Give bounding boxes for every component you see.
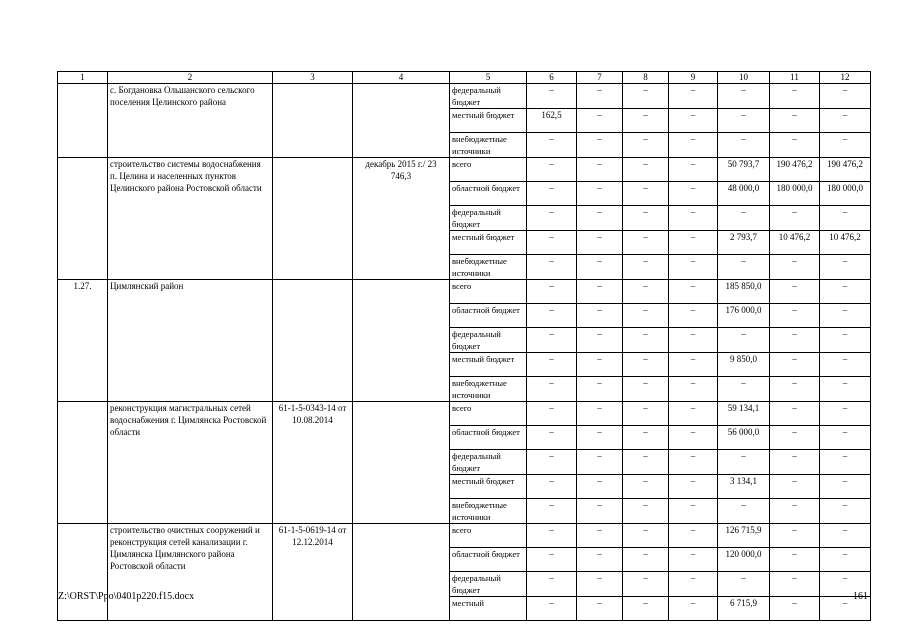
amount-cell: – bbox=[623, 133, 669, 158]
object-name: строительство очистных сооружений и реконструкция сетей канализации г. Цимлянска Цимлянского района Ростовской области bbox=[108, 524, 273, 621]
amount-cell: – bbox=[669, 133, 718, 158]
amount-cell: – bbox=[820, 109, 871, 133]
amount-cell: 6 715,9 bbox=[718, 597, 770, 621]
amount-cell: – bbox=[770, 572, 820, 597]
amount-cell: – bbox=[820, 572, 871, 597]
column-number-row bbox=[58, 72, 871, 84]
amount-cell: – bbox=[527, 280, 577, 304]
amount-cell: – bbox=[577, 109, 623, 133]
project-document: 61-1-5-0619-14 от 12.12.2014 bbox=[273, 524, 353, 621]
amount-cell: – bbox=[527, 158, 577, 182]
amount-cell: – bbox=[718, 328, 770, 353]
amount-cell: – bbox=[770, 475, 820, 499]
amount-cell: – bbox=[669, 255, 718, 280]
amount-cell: – bbox=[669, 206, 718, 231]
amount-cell: – bbox=[527, 133, 577, 158]
amount-cell: – bbox=[718, 572, 770, 597]
amount-cell: – bbox=[623, 109, 669, 133]
amount-cell: – bbox=[669, 84, 718, 109]
amount-cell: – bbox=[669, 450, 718, 475]
amount-cell: – bbox=[623, 231, 669, 255]
amount-cell: – bbox=[577, 499, 623, 524]
amount-cell: – bbox=[577, 304, 623, 328]
amount-cell: – bbox=[623, 255, 669, 280]
amount-cell: – bbox=[577, 231, 623, 255]
amount-cell: – bbox=[577, 206, 623, 231]
column-header: 2 bbox=[108, 72, 273, 84]
amount-cell: – bbox=[577, 280, 623, 304]
project-document bbox=[273, 280, 353, 402]
amount-cell: – bbox=[577, 450, 623, 475]
amount-cell: – bbox=[527, 328, 577, 353]
amount-cell: – bbox=[718, 255, 770, 280]
amount-cell: – bbox=[527, 84, 577, 109]
project-document: 61-1-5-0343-14 от 10.08.2014 bbox=[273, 402, 353, 524]
amount-cell: – bbox=[527, 402, 577, 426]
amount-cell: – bbox=[718, 450, 770, 475]
funding-source: федеральный бюджет bbox=[450, 450, 527, 475]
funding-source: всего bbox=[450, 402, 527, 426]
funding-source: местный бюджет bbox=[450, 353, 527, 377]
amount-cell: 126 715,9 bbox=[718, 524, 770, 548]
column-header: 4 bbox=[353, 72, 450, 84]
completion-period: декабрь 2015 г./ 23 746,3 bbox=[353, 158, 450, 280]
amount-cell: – bbox=[820, 597, 871, 621]
amount-cell: – bbox=[669, 402, 718, 426]
funding-source: местный бюджет bbox=[450, 475, 527, 499]
funding-source: местный bbox=[450, 597, 527, 621]
object-name: реконструкция магистральных сетей водоснабжения г. Цимлянска Ростовской области bbox=[108, 402, 273, 524]
amount-cell: – bbox=[623, 280, 669, 304]
funding-source: федеральный бюджет bbox=[450, 572, 527, 597]
column-header: 9 bbox=[669, 72, 718, 84]
amount-cell: – bbox=[770, 255, 820, 280]
amount-cell: – bbox=[669, 499, 718, 524]
funding-source: областной бюджет bbox=[450, 182, 527, 206]
footer-page-number: 161 bbox=[853, 591, 868, 602]
object-name: с. Богдановка Ольшанского сельского поселения Целинского района bbox=[108, 84, 273, 158]
amount-cell: – bbox=[669, 548, 718, 572]
table-row bbox=[58, 158, 871, 182]
amount-cell: – bbox=[527, 499, 577, 524]
amount-cell: – bbox=[669, 158, 718, 182]
amount-cell: – bbox=[577, 377, 623, 402]
amount-cell: – bbox=[623, 426, 669, 450]
amount-cell: – bbox=[770, 206, 820, 231]
amount-cell: – bbox=[527, 353, 577, 377]
amount-cell: 3 134,1 bbox=[718, 475, 770, 499]
amount-cell: – bbox=[669, 572, 718, 597]
amount-cell: 10 476,2 bbox=[820, 231, 871, 255]
amount-cell: 176 000,0 bbox=[718, 304, 770, 328]
amount-cell: – bbox=[577, 426, 623, 450]
amount-cell: – bbox=[669, 524, 718, 548]
amount-cell: – bbox=[527, 524, 577, 548]
amount-cell: – bbox=[669, 475, 718, 499]
column-header: 5 bbox=[450, 72, 527, 84]
completion-period bbox=[353, 84, 450, 158]
amount-cell: – bbox=[577, 548, 623, 572]
amount-cell: – bbox=[527, 206, 577, 231]
funding-source: областной бюджет bbox=[450, 426, 527, 450]
amount-cell: – bbox=[718, 133, 770, 158]
amount-cell: – bbox=[623, 548, 669, 572]
amount-cell: – bbox=[623, 206, 669, 231]
funding-source: внебюджетные источники bbox=[450, 133, 527, 158]
amount-cell: – bbox=[669, 109, 718, 133]
funding-source: областной бюджет bbox=[450, 304, 527, 328]
project-document bbox=[273, 158, 353, 280]
amount-cell: – bbox=[718, 109, 770, 133]
column-header: 3 bbox=[273, 72, 353, 84]
amount-cell: – bbox=[623, 597, 669, 621]
amount-cell: – bbox=[820, 133, 871, 158]
amount-cell: – bbox=[623, 402, 669, 426]
amount-cell: 48 000,0 bbox=[718, 182, 770, 206]
amount-cell: – bbox=[820, 499, 871, 524]
amount-cell: – bbox=[527, 377, 577, 402]
amount-cell: 190 476,2 bbox=[820, 158, 871, 182]
amount-cell: – bbox=[820, 328, 871, 353]
amount-cell: – bbox=[820, 524, 871, 548]
completion-period bbox=[353, 280, 450, 402]
completion-period bbox=[353, 524, 450, 621]
amount-cell: – bbox=[669, 182, 718, 206]
amount-cell: – bbox=[527, 231, 577, 255]
project-document bbox=[273, 84, 353, 158]
amount-cell: – bbox=[623, 158, 669, 182]
funding-source: всего bbox=[450, 158, 527, 182]
funding-source: всего bbox=[450, 524, 527, 548]
amount-cell: 180 000,0 bbox=[770, 182, 820, 206]
amount-cell: – bbox=[718, 206, 770, 231]
amount-cell: – bbox=[770, 84, 820, 109]
amount-cell: 10 476,2 bbox=[770, 231, 820, 255]
amount-cell: – bbox=[527, 475, 577, 499]
column-header: 10 bbox=[718, 72, 770, 84]
funding-source: внебюджетные источники bbox=[450, 255, 527, 280]
amount-cell: – bbox=[577, 255, 623, 280]
amount-cell: – bbox=[718, 377, 770, 402]
amount-cell: 9 850,0 bbox=[718, 353, 770, 377]
amount-cell: – bbox=[770, 353, 820, 377]
amount-cell: – bbox=[770, 548, 820, 572]
object-name: Цимлянский район bbox=[108, 280, 273, 402]
amount-cell: – bbox=[623, 450, 669, 475]
amount-cell: – bbox=[770, 304, 820, 328]
amount-cell: – bbox=[820, 450, 871, 475]
funding-source: внебюджетные источники bbox=[450, 499, 527, 524]
funding-source: областной бюджет bbox=[450, 548, 527, 572]
item-number bbox=[58, 524, 108, 621]
column-header: 12 bbox=[820, 72, 871, 84]
amount-cell: – bbox=[820, 548, 871, 572]
amount-cell: – bbox=[669, 353, 718, 377]
amount-cell: – bbox=[623, 524, 669, 548]
amount-cell: – bbox=[623, 328, 669, 353]
amount-cell: 59 134,1 bbox=[718, 402, 770, 426]
item-number bbox=[58, 84, 108, 158]
amount-cell: 50 793,7 bbox=[718, 158, 770, 182]
amount-cell: – bbox=[770, 426, 820, 450]
item-number bbox=[58, 158, 108, 280]
budget-table bbox=[57, 71, 871, 621]
amount-cell: – bbox=[527, 548, 577, 572]
amount-cell: – bbox=[669, 377, 718, 402]
amount-cell: – bbox=[820, 255, 871, 280]
amount-cell: – bbox=[669, 597, 718, 621]
amount-cell: 180 000,0 bbox=[820, 182, 871, 206]
amount-cell: – bbox=[527, 450, 577, 475]
amount-cell: 2 793,7 bbox=[718, 231, 770, 255]
amount-cell: – bbox=[770, 402, 820, 426]
amount-cell: 56 000,0 bbox=[718, 426, 770, 450]
table-row bbox=[58, 524, 871, 548]
amount-cell: 120 000,0 bbox=[718, 548, 770, 572]
footer-file-path: Z:\ORST\Ppo\0401p220.f15.docx bbox=[58, 591, 195, 602]
amount-cell: – bbox=[669, 426, 718, 450]
amount-cell: – bbox=[623, 304, 669, 328]
amount-cell: – bbox=[669, 280, 718, 304]
amount-cell: – bbox=[577, 182, 623, 206]
funding-source: всего bbox=[450, 280, 527, 304]
column-header: 7 bbox=[577, 72, 623, 84]
amount-cell: – bbox=[527, 597, 577, 621]
amount-cell: – bbox=[623, 84, 669, 109]
amount-cell: – bbox=[770, 280, 820, 304]
amount-cell: – bbox=[770, 133, 820, 158]
amount-cell: – bbox=[669, 304, 718, 328]
amount-cell: – bbox=[718, 84, 770, 109]
column-header: 6 bbox=[527, 72, 577, 84]
column-header: 8 bbox=[623, 72, 669, 84]
amount-cell: – bbox=[527, 255, 577, 280]
amount-cell: – bbox=[770, 499, 820, 524]
amount-cell: – bbox=[820, 475, 871, 499]
funding-source: местный бюджет bbox=[450, 109, 527, 133]
object-name: строительство системы водоснабжения п. Целина и населенных пунктов Целинского района Ростовской области bbox=[108, 158, 273, 280]
amount-cell: – bbox=[770, 597, 820, 621]
amount-cell: – bbox=[669, 231, 718, 255]
amount-cell: – bbox=[623, 499, 669, 524]
amount-cell: 162,5 bbox=[527, 109, 577, 133]
funding-source: федеральный бюджет bbox=[450, 84, 527, 109]
amount-cell: – bbox=[820, 304, 871, 328]
amount-cell: – bbox=[623, 353, 669, 377]
amount-cell: – bbox=[669, 328, 718, 353]
amount-cell: – bbox=[577, 328, 623, 353]
amount-cell: – bbox=[577, 402, 623, 426]
column-header: 1 bbox=[58, 72, 108, 84]
amount-cell: – bbox=[527, 304, 577, 328]
amount-cell: – bbox=[527, 426, 577, 450]
amount-cell: – bbox=[770, 328, 820, 353]
amount-cell: – bbox=[577, 84, 623, 109]
amount-cell: – bbox=[718, 499, 770, 524]
amount-cell: – bbox=[820, 280, 871, 304]
amount-cell: – bbox=[623, 377, 669, 402]
amount-cell: – bbox=[820, 426, 871, 450]
amount-cell: – bbox=[820, 84, 871, 109]
amount-cell: – bbox=[577, 597, 623, 621]
column-header: 11 bbox=[770, 72, 820, 84]
amount-cell: – bbox=[820, 206, 871, 231]
amount-cell: – bbox=[770, 109, 820, 133]
funding-source: федеральный бюджет bbox=[450, 328, 527, 353]
amount-cell: – bbox=[623, 572, 669, 597]
item-number: 1.27. bbox=[58, 280, 108, 402]
table-row bbox=[58, 402, 871, 426]
amount-cell: – bbox=[527, 572, 577, 597]
amount-cell: – bbox=[820, 377, 871, 402]
amount-cell: 185 850,0 bbox=[718, 280, 770, 304]
amount-cell: – bbox=[577, 353, 623, 377]
amount-cell: 190 476,2 bbox=[770, 158, 820, 182]
amount-cell: – bbox=[623, 182, 669, 206]
funding-source: внебюджетные источники bbox=[450, 377, 527, 402]
amount-cell: – bbox=[770, 524, 820, 548]
table-row bbox=[58, 84, 871, 109]
table-row bbox=[58, 280, 871, 304]
item-number bbox=[58, 402, 108, 524]
amount-cell: – bbox=[577, 158, 623, 182]
amount-cell: – bbox=[527, 182, 577, 206]
funding-source: местный бюджет bbox=[450, 231, 527, 255]
amount-cell: – bbox=[577, 572, 623, 597]
amount-cell: – bbox=[820, 353, 871, 377]
amount-cell: – bbox=[623, 475, 669, 499]
funding-source: федеральный бюджет bbox=[450, 206, 527, 231]
amount-cell: – bbox=[577, 133, 623, 158]
amount-cell: – bbox=[820, 402, 871, 426]
amount-cell: – bbox=[770, 450, 820, 475]
amount-cell: – bbox=[577, 524, 623, 548]
completion-period bbox=[353, 402, 450, 524]
amount-cell: – bbox=[577, 475, 623, 499]
amount-cell: – bbox=[770, 377, 820, 402]
